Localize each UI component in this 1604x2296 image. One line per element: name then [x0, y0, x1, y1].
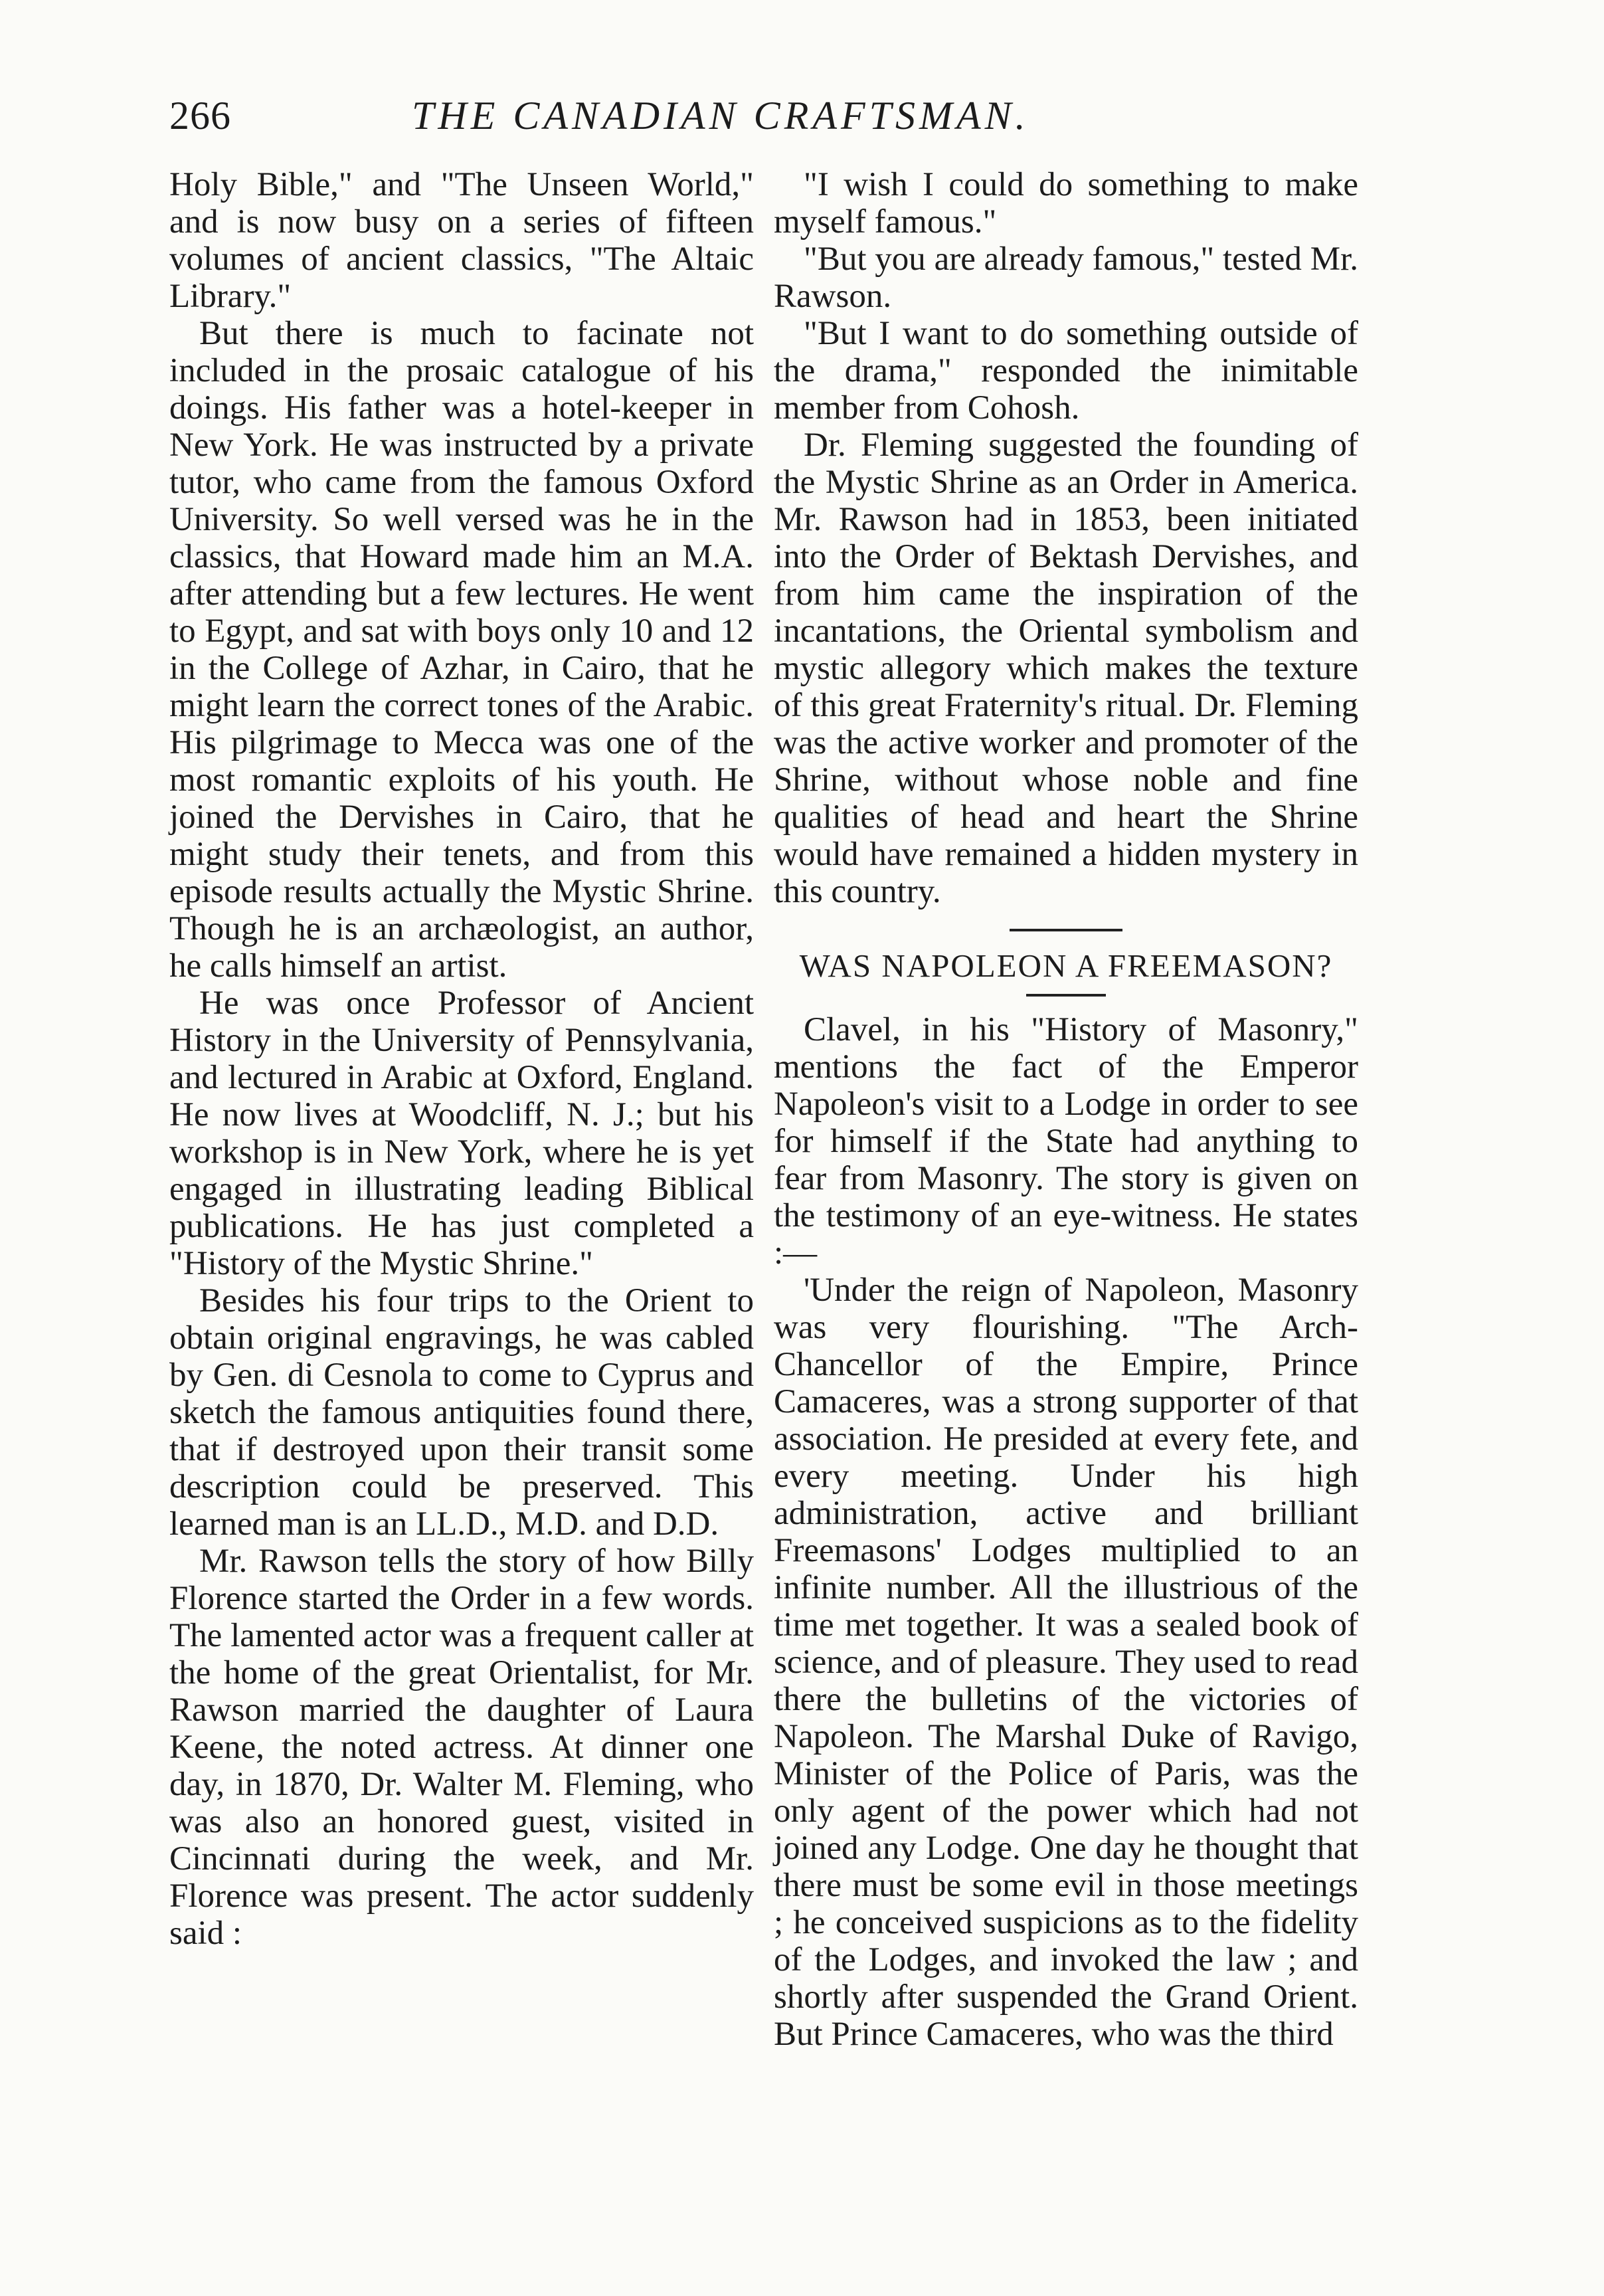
paragraph-napoleon-reign: 'Under the reign of Napoleon, Masonry was very flourishing. "The Arch-Chancellor of the Empire, Prince Camaceres, was a strong supporter of that association. He presided at every fete, and every meeting. Under his high administration, active and brilliant Freemasons' Lodges multiplied to an infinite number. All the illustrious of the time met together. It was a sealed book of science, and of pleasure. They used to read there the bulletins of the victories of Napoleon. The Marshal Duke of Ravigo, Minister of the Police of Paris, was the only agent of the power which had not joined any Lodge. One day he thought that there must be some evil in those meetings ; he conceived suspicions as to the fidelity of the Lodges, and invoked the law ; and shortly after suspended the Grand Orient. But Prince Camaceres, who was the third [774, 1272, 1358, 2053]
paragraph-billy-florence: Mr. Rawson tells the story of how Billy Florence started the Order in a few words. The lamented actor was a frequent caller at the home of the great Orientalist, for Mr. Rawson married the daughter of Laura Keene, the noted actress. At dinner one day, in 1870, Dr. Walter M. Fleming, who was also an honored guest, visited in Cincinnati during the week, and Mr. Florence was present. The actor suddenly said : [169, 1543, 754, 1952]
section-divider [1010, 929, 1122, 931]
left-column [169, 166, 754, 1952]
page-number: 266 [169, 94, 231, 138]
heading-underline [1026, 994, 1106, 997]
paragraph-orient-trips: Besides his four trips to the Orient to obtain original engravings, he was cabled by Gen. di Cesnola to come to Cyprus and sketch the famous antiquities found there, that if destroyed upon their transit some description could be preserved. This learned man is an LL.D., M.D. and D.D. [169, 1282, 754, 1543]
running-title: THE CANADIAN CRAFTSMAN. [412, 94, 1029, 138]
paragraph-quote-already: "But you are already famous," tested Mr. Rawson. [774, 240, 1358, 315]
paragraph-quote-famous: "I wish I could do something to make myself famous." [774, 166, 1358, 240]
paragraph-continued: Holy Bible," and "The Unseen World," and is now busy on a series of fifteen volumes of ancient classics, "The Altaic Library." [169, 166, 754, 315]
paragraph-quote-drama: "But I want to do something outside of the drama," responded the inimitable member from Cohosh. [774, 315, 1358, 427]
paragraph-clavel: Clavel, in his "History of Masonry," mentions the fact of the Emperor Napoleon's visit to a Lodge in order to see for himself if the State had anything to fear from Masonry. The story is given on the testimony of an eye-witness. He states :— [774, 1011, 1358, 1272]
right-column [774, 166, 1358, 2053]
paragraph-professor: He was once Professor of Ancient History in the University of Pennsylvania, and lectured in Arabic at Oxford, England. He now lives at Woodcliff, N. J.; but his workshop is in New York, where he is yet engaged in illustrating leading Biblical publications. He has just completed a "History of the Mystic Shrine." [169, 985, 754, 1282]
page-header [0, 73, 1604, 146]
paragraph-rawson-biography: But there is much to facinate not included in the prosaic catalogue of his doings. His father was a hotel-keeper in New York. He was instructed by a private tutor, who came from the famous Oxford University. So well versed was he in the classics, that Howard made him an M.A. after attending but a few lectures. He went to Egypt, and sat with boys only 10 and 12 in the College of Azhar, in Cairo, that he might learn the correct tones of the Arabic. His pilgrimage to Mecca was one of the most romantic exploits of his youth. He joined the Dervishes in Cairo, that he might study their tenets, and from this episode results actually the Mystic Shrine. Though he is an archæologist, an author, he calls himself an artist. [169, 315, 754, 985]
section-heading: WAS NAPOLEON A FREEMASON? [799, 947, 1333, 984]
paragraph-fleming-shrine: Dr. Fleming suggested the founding of the Mystic Shrine as an Order in America. Mr. Rawson had in 1853, been initiated into the Order of Bektash Dervishes, and from him came the inspiration of the incantations, the Oriental symbolism and mystic allegory which makes the texture of this great Fraternity's ritual. Dr. Fleming was the active worker and promoter of the Shrine, without whose noble and fine qualities of head and heart the Shrine would have remained a hidden mystery in this country. [774, 427, 1358, 910]
